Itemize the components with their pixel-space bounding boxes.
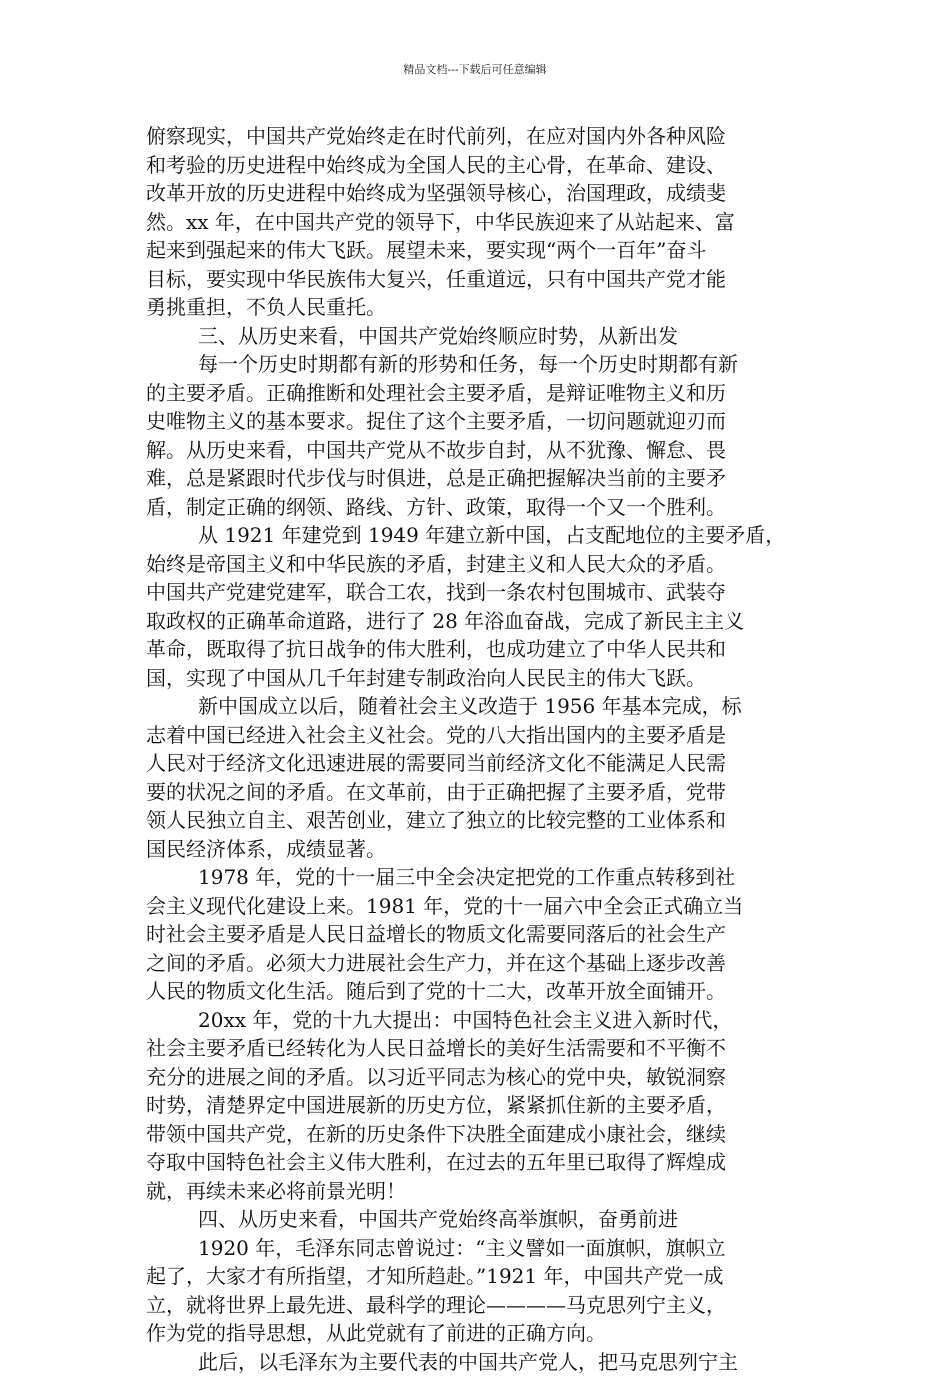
text-line: 和考验的历史进程中始终成为全国人民的主心骨，在革命、建设、 bbox=[146, 151, 806, 180]
text-line: 要的状况之间的矛盾。在文革前，由于正确把握了主要矛盾，党带 bbox=[146, 778, 806, 807]
text-line: 作为党的指导思想，从此党就有了前进的正确方向。 bbox=[146, 1319, 806, 1348]
text-line: 国民经济体系，成绩显著。 bbox=[146, 835, 806, 864]
text-line: 领人民独立自主、艰苦创业，建立了独立的比较完整的工业体系和 bbox=[146, 806, 806, 835]
text-line: 时势，清楚界定中国进展新的历史方位，紧紧抓住新的主要矛盾， bbox=[146, 1091, 806, 1120]
text-line: 革命，既取得了抗日战争的伟大胜利，也成功建立了中华人民共和 bbox=[146, 635, 806, 664]
text-line: 四、从历史来看，中国共产党始终高举旗帜，奋勇前进 bbox=[146, 1205, 806, 1234]
text-line: 带领中国共产党，在新的历史条件下决胜全面建成小康社会，继续 bbox=[146, 1120, 806, 1149]
text-line: 国，实现了中国从几千年封建专制政治向人民民主的伟大飞跃。 bbox=[146, 664, 806, 693]
document-body bbox=[146, 122, 806, 1376]
text-line: 盾，制定正确的纲领、路线、方针、政策，取得一个又一个胜利。 bbox=[146, 493, 806, 522]
text-line: 人民对于经济文化迅速进展的需要同当前经济文化不能满足人民需 bbox=[146, 749, 806, 778]
text-line: 三、从历史来看，中国共产党始终顺应时势，从新出发 bbox=[146, 322, 806, 351]
text-line: 的主要矛盾。正确推断和处理社会主要矛盾，是辩证唯物主义和历 bbox=[146, 379, 806, 408]
text-line: 解。从历史来看，中国共产党从不故步自封，从不犹豫、懈怠、畏 bbox=[146, 436, 806, 465]
text-line: 新中国成立以后，随着社会主义改造于 1956 年基本完成，标 bbox=[146, 692, 806, 721]
text-line: 始终是帝国主义和中华民族的矛盾，封建主义和人民大众的矛盾。 bbox=[146, 550, 806, 579]
text-line: 会主义现代化建设上来。1981 年，党的十一届六中全会正式确立当 bbox=[146, 892, 806, 921]
text-line: 立，就将世界上最先进、最科学的理论————马克思列宁主义， bbox=[146, 1291, 806, 1320]
text-line: 取政权的正确革命道路，进行了 28 年浴血奋战，完成了新民主主义 bbox=[146, 607, 806, 636]
text-line: 起来到强起来的伟大飞跃。展望未来，要实现“两个一百年”奋斗 bbox=[146, 236, 806, 265]
text-line: 充分的进展之间的矛盾。以习近平同志为核心的党中央，敏锐洞察 bbox=[146, 1063, 806, 1092]
text-line: 人民的物质文化生活。随后到了党的十二大，改革开放全面铺开。 bbox=[146, 977, 806, 1006]
text-line: 1920 年，毛泽东同志曾说过：“主义譬如一面旗帜，旗帜立 bbox=[146, 1234, 806, 1263]
page-header: 精品文档---下载后可任意编辑 bbox=[0, 62, 950, 78]
text-line: 中国共产党建党建军，联合工农，找到一条农村包围城市、武装夺 bbox=[146, 578, 806, 607]
text-line: 此后，以毛泽东为主要代表的中国共产党人，把马克思列宁主 bbox=[146, 1348, 806, 1376]
text-line: 难，总是紧跟时代步伐与时俱进，总是正确把握解决当前的主要矛 bbox=[146, 464, 806, 493]
text-line: 从 1921 年建党到 1949 年建立新中国，占支配地位的主要矛盾， bbox=[146, 521, 806, 550]
text-line: 1978 年，党的十一届三中全会决定把党的工作重点转移到社 bbox=[146, 863, 806, 892]
text-line: 夺取中国特色社会主义伟大胜利，在过去的五年里已取得了辉煌成 bbox=[146, 1148, 806, 1177]
text-line: 目标，要实现中华民族伟大复兴，任重道远，只有中国共产党才能 bbox=[146, 265, 806, 294]
text-line: 就，再续未来必将前景光明！ bbox=[146, 1177, 806, 1206]
text-line: 时社会主要矛盾是人民日益增长的物质文化需要同落后的社会生产 bbox=[146, 920, 806, 949]
text-line: 20xx 年，党的十九大提出：中国特色社会主义进入新时代， bbox=[146, 1006, 806, 1035]
text-line: 起了，大家才有所指望，才知所趋赴。”1921 年，中国共产党一成 bbox=[146, 1262, 806, 1291]
text-line: 俯察现实，中国共产党始终走在时代前列，在应对国内外各种风险 bbox=[146, 122, 806, 151]
text-line: 志着中国已经进入社会主义社会。党的八大指出国内的主要矛盾是 bbox=[146, 721, 806, 750]
text-line: 史唯物主义的基本要求。捉住了这个主要矛盾，一切问题就迎刃而 bbox=[146, 407, 806, 436]
text-line: 社会主要矛盾已经转化为人民日益增长的美好生活需要和不平衡不 bbox=[146, 1034, 806, 1063]
text-line: 改革开放的历史进程中始终成为坚强领导核心，治国理政，成绩斐 bbox=[146, 179, 806, 208]
text-line: 之间的矛盾。必须大力进展社会生产力，并在这个基础上逐步改善 bbox=[146, 949, 806, 978]
text-line: 勇挑重担，不负人民重托。 bbox=[146, 293, 806, 322]
text-line: 然。xx 年，在中国共产党的领导下，中华民族迎来了从站起来、富 bbox=[146, 208, 806, 237]
text-line: 每一个历史时期都有新的形势和任务，每一个历史时期都有新 bbox=[146, 350, 806, 379]
